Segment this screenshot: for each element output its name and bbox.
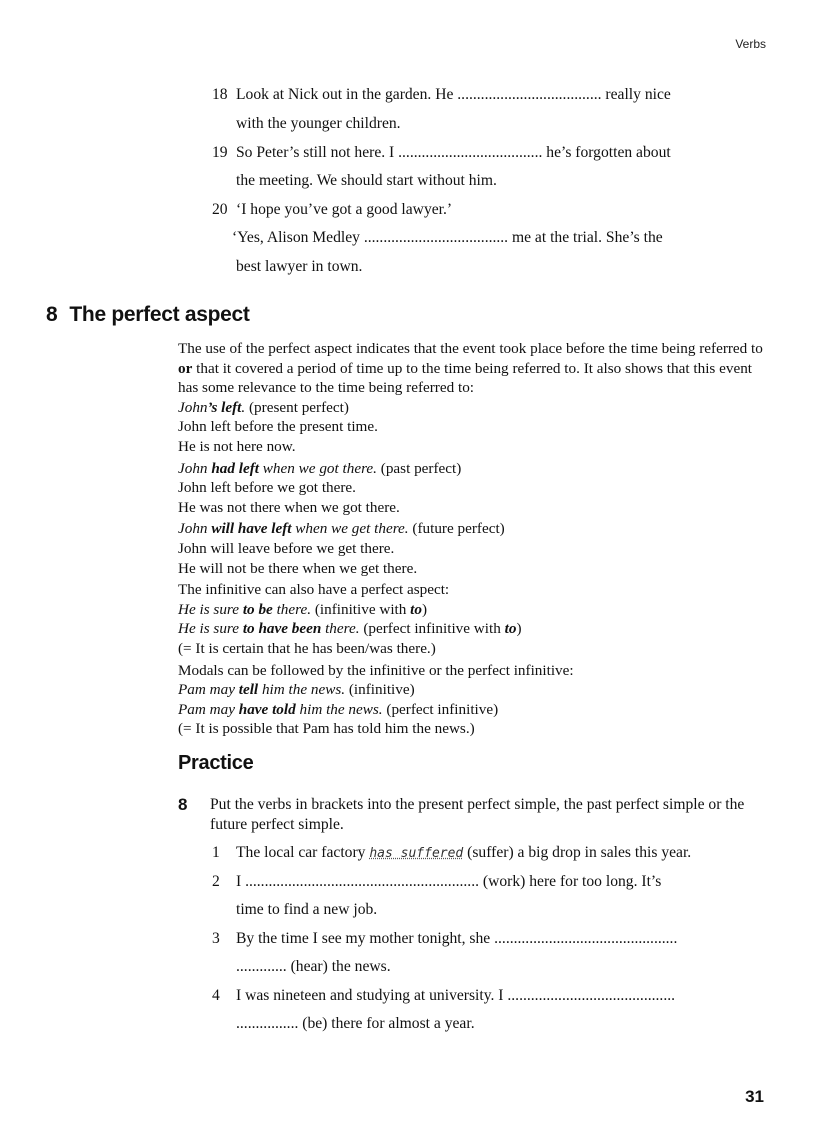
handwritten-answer: has suffered bbox=[369, 846, 464, 861]
infinitive-intro: The infinitive can also have a perfect aspect: bbox=[178, 581, 450, 599]
example-explanation: John will leave before we get there. bbox=[178, 539, 395, 557]
section-heading bbox=[46, 303, 250, 327]
example-explanation: John left before we got there. bbox=[178, 479, 356, 497]
item-number: 2 bbox=[212, 873, 220, 890]
exercise-number: 8 bbox=[178, 795, 188, 814]
item-line: the meeting. We should start without him. bbox=[236, 172, 497, 189]
item-line: I was nineteen and studying at university. I ........................................... bbox=[236, 987, 676, 1004]
page-number: 31 bbox=[745, 1087, 764, 1106]
example-infinitive: He is sure to be there. (infinitive with to) bbox=[178, 600, 428, 618]
section-body bbox=[178, 339, 768, 739]
example-modal-infinitive: Pam may tell him the news. (infinitive) bbox=[178, 681, 415, 699]
item-line: time to find a new job. bbox=[236, 901, 378, 918]
example-future-perfect: John will have left when we get there. (future perfect) bbox=[178, 520, 505, 538]
item-line: By the time I see my mother tonight, she ............................................... bbox=[236, 930, 678, 947]
section-title: The perfect aspect bbox=[69, 303, 250, 326]
modal-intro: Modals can be followed by the infinitive or the perfect infinitive: bbox=[178, 661, 574, 679]
intro-paragraph: The use of the perfect aspect indicates that the event took place before the time being referred to or that it covered a period of time up to the time being referred to. It also shows that this event has some relevance to the time being referred to: bbox=[178, 340, 763, 397]
item-number: 20 bbox=[212, 201, 228, 218]
example-modal-perfect-infinitive: Pam may have told him the news. (perfect infinitive) bbox=[178, 700, 499, 718]
item-number: 18 bbox=[212, 86, 228, 103]
practice-heading: Practice bbox=[178, 752, 254, 774]
section-number: 8 bbox=[46, 303, 58, 326]
item-number: 4 bbox=[212, 987, 220, 1004]
item-line: best lawyer in town. bbox=[236, 258, 363, 275]
item-number: 1 bbox=[212, 844, 220, 861]
example-explanation: John left before the present time. bbox=[178, 418, 378, 436]
example-explanation: He was not there when we got there. bbox=[178, 498, 400, 516]
item-line: The local car factory has suffered (suffer) a big drop in sales this year. bbox=[236, 844, 692, 861]
item-line: So Peter’s still not here. I ..................................... he’s forgotten about bbox=[236, 144, 671, 161]
running-header: Verbs bbox=[735, 37, 766, 51]
item-number: 19 bbox=[212, 144, 228, 161]
item-line: ............. (hear) the news. bbox=[236, 958, 391, 975]
exercise-instruction: Put the verbs in brackets into the present perfect simple, the past perfect simple or the future perfect simple. bbox=[210, 796, 745, 833]
item-line: ................ (be) there for almost a year. bbox=[236, 1015, 475, 1032]
infinitive-note: (= It is certain that he has been/was there.) bbox=[178, 639, 436, 657]
item-line: ‘Yes, Alison Medley ..................................... me at the trial. She’s the bbox=[232, 229, 663, 246]
example-explanation: He will not be there when we get there. bbox=[178, 559, 418, 577]
example-past-perfect: John had left when we got there. (past perfect) bbox=[178, 459, 462, 477]
item-line: ‘I hope you’ve got a good lawyer.’ bbox=[236, 201, 453, 218]
example-present-perfect: John’s left. (present perfect) bbox=[178, 398, 349, 416]
modal-note: (= It is possible that Pam has told him the news.) bbox=[178, 720, 475, 738]
example-explanation: He is not here now. bbox=[178, 437, 296, 455]
example-perfect-infinitive: He is sure to have been there. (perfect infinitive with to) bbox=[178, 620, 522, 638]
item-number: 3 bbox=[212, 930, 220, 947]
item-line: Look at Nick out in the garden. He ..................................... really nice bbox=[236, 86, 671, 103]
item-line: with the younger children. bbox=[236, 115, 401, 132]
item-line: I ............................................................ (work) here for too long. It’s bbox=[236, 873, 662, 890]
